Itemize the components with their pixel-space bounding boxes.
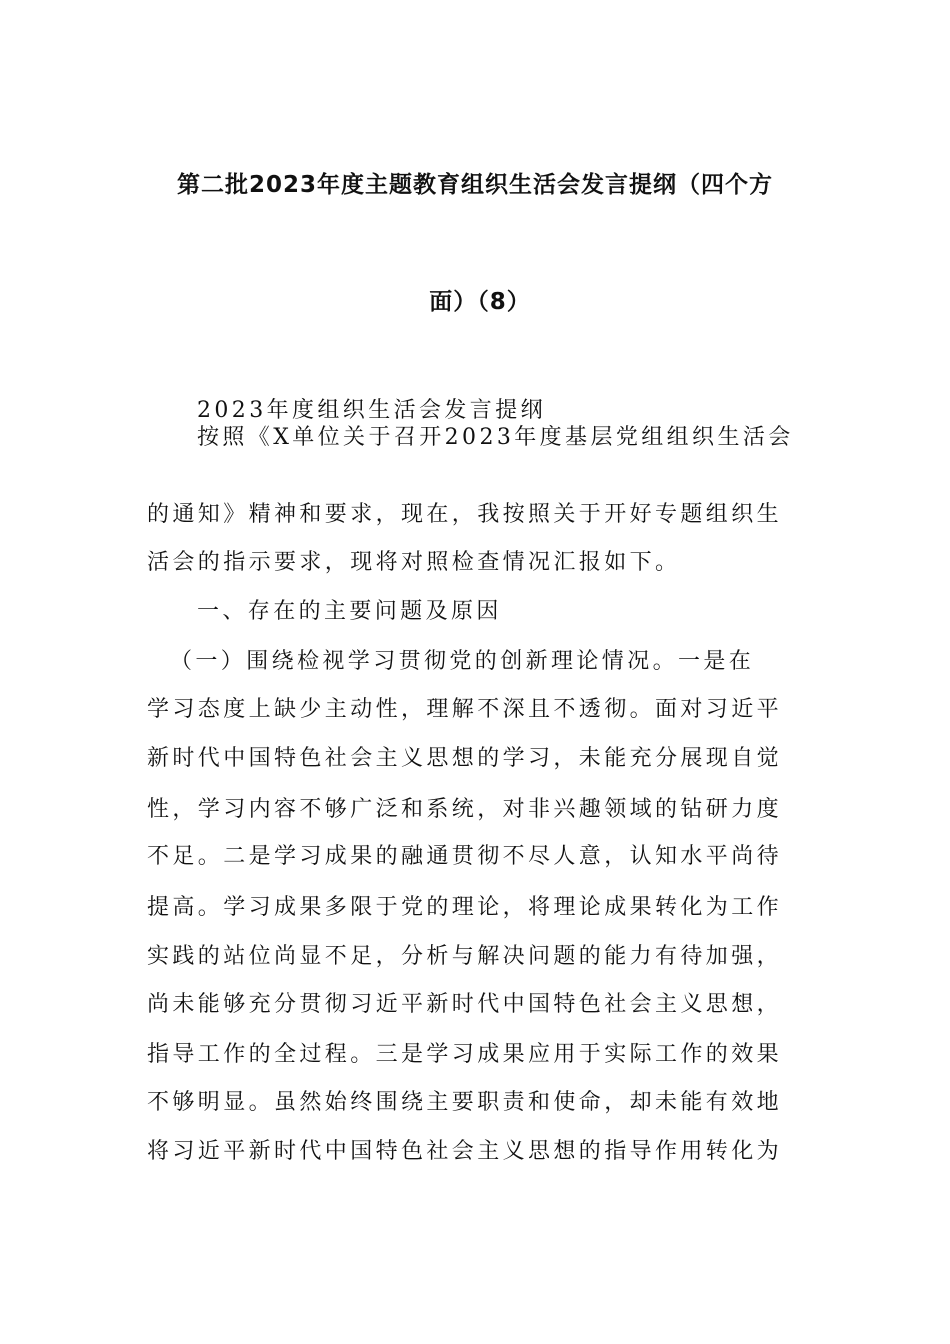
paragraph-line: 尚未能够充分贯彻习近平新时代中国特色社会主义思想， [147,992,783,1017]
paragraph-line: 将习近平新时代中国特色社会主义思想的指导作用转化为 [147,1139,783,1164]
paragraph-line: 指导工作的全过程。三是学习成果应用于实际工作的效果 [147,1042,783,1067]
paragraph-line: 按照《X单位关于召开2023年度基层党组组织生活会 [197,425,794,450]
paragraph-line: 不够明显。虽然始终围绕主要职责和使命，却未能有效地 [147,1090,783,1115]
paragraph-line: 性，学习内容不够广泛和系统，对非兴趣领域的钻研力度 [147,797,783,822]
paragraph-line: 实践的站位尚显不足，分析与解决问题的能力有待加强， [147,944,783,969]
document-title-line-1: 第二批2023年度主题教育组织生活会发言提纲（四个方 [176,172,773,198]
paragraph-line: 的通知》精神和要求，现在，我按照关于开好专题组织生 [147,502,783,527]
document-title-line-2: 面）（8） [429,289,531,315]
subtitle-line: 2023年度组织生活会发言提纲 [197,398,546,423]
paragraph-line: （一）围绕检视学习贯彻党的创新理论情况。一是在 [170,649,755,674]
paragraph-line: 提高。学习成果多限于党的理论，将理论成果转化为工作 [147,895,783,920]
paragraph-line: 不足。二是学习成果的融通贯彻不尽人意，认知水平尚待 [147,844,783,869]
section-heading: 一、存在的主要问题及原因 [197,599,502,624]
paragraph-line: 活会的指示要求，现将对照检查情况汇报如下。 [147,550,681,575]
paragraph-line: 新时代中国特色社会主义思想的学习，未能充分展现自觉 [147,746,783,771]
paragraph-line: 学习态度上缺少主动性，理解不深且不透彻。面对习近平 [147,697,783,722]
